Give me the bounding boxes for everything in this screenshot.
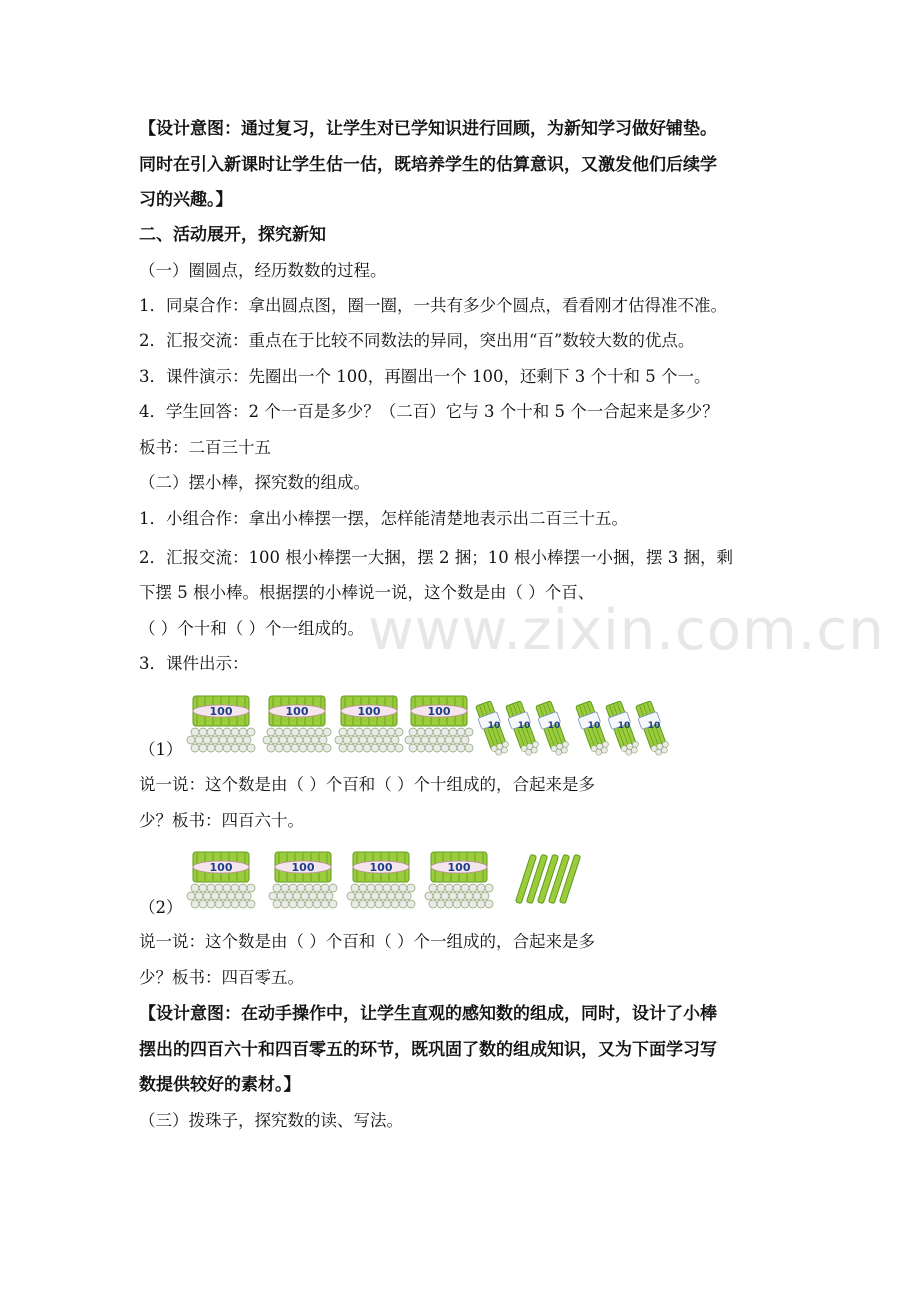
design-intent-2-line-1: 【设计意图：在动手操作中，让学生直观的感知数的组成，同时，设计了小棒 [139,1004,717,1024]
figure-2-label: （2） [139,898,183,917]
step-2-3: 3．课件出示： [139,654,249,673]
hundred-bundle-label: 100 [209,705,233,718]
step-2-1: 1．小组合作：拿出小棒摆一摆，怎样能清楚地表示出二百三十五。 [139,509,628,528]
hundred-bundle-label: 100 [357,705,381,718]
design-intent-1-line-2: 同时在引入新课时让学生估一估，既培养学生的估算意识，又激发他们后续学 [139,155,717,175]
subsection-3-title: （三）拨珠子，探究数的读、写法。 [139,1111,403,1130]
design-intent-1-line-1: 【设计意图：通过复习，让学生对已学知识进行回顾，为新知学习做好铺垫。 [139,119,717,139]
hundred-bundle-label: 100 [369,861,393,874]
design-intent-1-line-3: 习的兴趣。】 [139,190,233,210]
subsection-2-title: （二）摆小棒，探究数的组成。 [139,473,370,492]
question-2-line-1: 说一说：这个数是由（ ）个百和（ ）个一组成的，合起来是多 [139,932,595,951]
board-note-235: 板书：二百三十五 [139,438,271,457]
question-2-line-2: 少？板书：四百零五。 [139,968,304,987]
ten-bundle-label: 10 [587,721,601,731]
step-2-2-line-1: 2．汇报交流：100 根小棒摆一大捆，摆 2 捆；10 根小棒摆一小捆，摆 3 捆，剩 [139,548,733,567]
design-intent-2-line-3: 数提供较好的素材。】 [139,1075,301,1095]
hundred-bundle-label: 100 [291,861,315,874]
step-1-4: 4．学生回答：2 个一百是多少？（二百）它与 3 个十和 5 个一合起来是多少？ [139,402,719,421]
ten-bundle-label: 10 [547,721,561,731]
section-heading-2: 二、活动展开，探究新知 [139,225,326,245]
subsection-1-title: （一）圈圆点，经历数数的过程。 [139,261,387,280]
hundred-bundle-label: 100 [285,705,309,718]
hundred-bundle-label: 100 [209,861,233,874]
step-2-2-line-3: （ ）个十和（ ）个一组成的。 [139,619,364,638]
ten-bundle-label: 10 [647,721,661,731]
watermark: www.zixin.com.cn [368,598,885,663]
question-1-line-2: 少？板书：四百六十。 [139,811,304,830]
figure-1-label: （1） [139,740,183,759]
question-1-line-1: 说一说：这个数是由（ ）个百和（ ）个十组成的，合起来是多 [139,775,595,794]
ten-bundle-label: 10 [487,721,501,731]
step-2-2-line-2: 下摆 5 根小棒。根据摆的小棒说一说，这个数是由（ ）个百、 [139,583,595,602]
ten-bundle-label: 10 [617,721,631,731]
design-intent-2-line-2: 摆出的四百六十和四百零五的环节，既巩固了数的组成知识，又为下面学习写 [139,1040,717,1060]
step-1-1: 1．同桌合作：拿出圆点图，圈一圈，一共有多少个圆点，看看刚才估得准不准。 [139,296,727,315]
ten-bundle-label: 10 [517,721,531,731]
hundred-bundle-label: 100 [447,861,471,874]
step-1-2: 2．汇报交流：重点在于比较不同数法的异同，突出用“百”数较大数的优点。 [139,331,695,350]
hundred-bundle-label: 100 [427,705,451,718]
step-1-3: 3．课件演示：先圈出一个 100，再圈出一个 100，还剩下 3 个十和 5 个一。 [139,367,711,386]
